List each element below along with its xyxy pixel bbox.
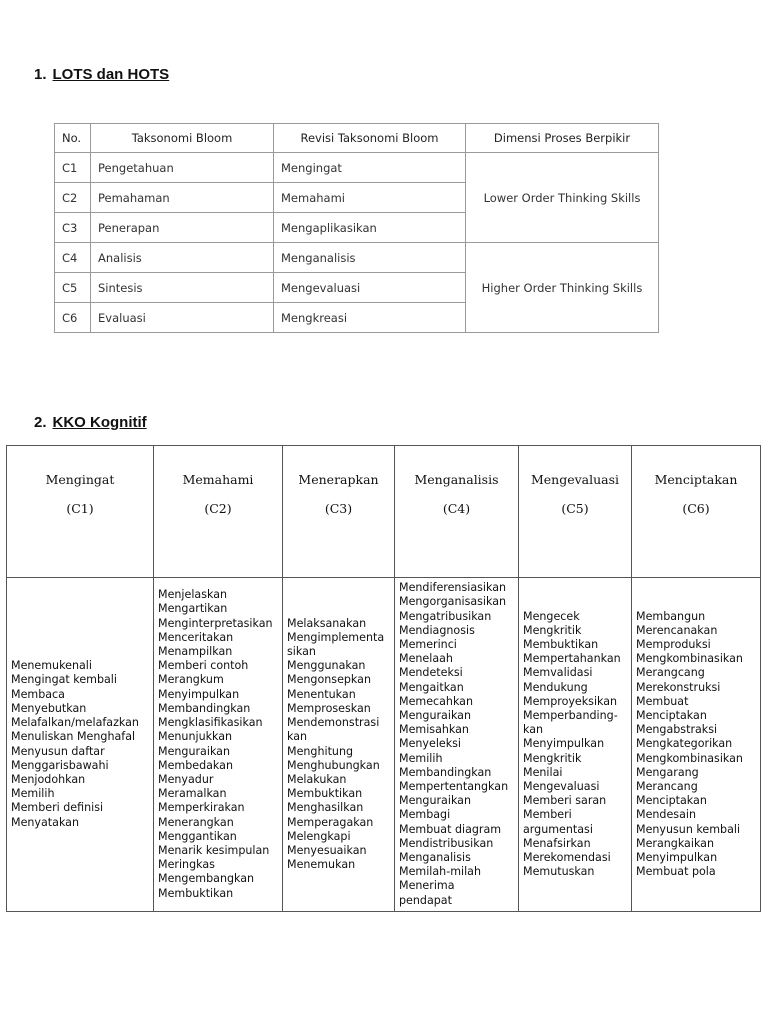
list-item: Menjodohkan <box>11 772 86 786</box>
list-item: Menghasilkan <box>287 801 364 815</box>
list-item: Menunjukkan <box>158 730 233 744</box>
list-item: Menguraikan <box>399 708 472 722</box>
list-item: Menarik kesimpulan <box>158 843 270 857</box>
list-item: Menerima <box>399 879 455 893</box>
section-number: 1. <box>34 66 47 83</box>
list-item: Merangcang <box>636 666 705 680</box>
list-item: Membuktikan <box>523 637 599 651</box>
list-item: Meringkas <box>158 858 215 872</box>
list-item: Menghitung <box>287 744 354 758</box>
table-header-row <box>7 446 761 578</box>
column-name: Menciptakan <box>654 472 738 487</box>
column-header-c6 <box>632 446 761 578</box>
list-item: Mengkritik <box>523 623 582 637</box>
column-code: (C1) <box>66 501 94 516</box>
cell-bloom: Sintesis <box>91 273 274 303</box>
list-item: pendapat <box>399 893 452 907</box>
list-item: Melakukan <box>287 772 347 786</box>
list-item: Mengarang <box>636 765 699 779</box>
list-item: Mendemonstrasi <box>287 716 380 730</box>
cell-bloom: Evaluasi <box>91 303 274 333</box>
column-name: Mengingat <box>45 472 115 487</box>
list-item: Menilai <box>523 765 563 779</box>
list-item: Meramalkan <box>158 787 227 801</box>
cell-no: C4 <box>55 243 91 273</box>
list-item: Melafalkan/melafazkan <box>11 716 139 730</box>
list-item: Memberi contoh <box>158 659 249 673</box>
list-item: kan <box>523 723 544 737</box>
list-item: Memutuskan <box>523 865 595 879</box>
list-item: Memvalidasi <box>523 666 593 680</box>
list-item: Memilih <box>399 751 443 765</box>
list-item: Menemukan <box>287 858 356 872</box>
list-item: Menemukenali <box>11 659 92 673</box>
verb-list-c6 <box>632 578 761 912</box>
list-item: Menciptakan <box>636 794 707 808</box>
list-item: Mengonsepkan <box>287 673 371 687</box>
list-item: Menginterpretasikan <box>158 616 273 630</box>
list-item: Mempertahankan <box>523 652 621 666</box>
list-item: Mengaitkan <box>399 680 464 694</box>
table-row <box>7 578 761 912</box>
cell-hots: Higher Order Thinking Skills <box>466 243 659 333</box>
list-item: Mendistribusikan <box>399 836 494 850</box>
column-code: (C5) <box>561 501 589 516</box>
list-item: Melengkapi <box>287 829 351 843</box>
list-item: Menggunakan <box>287 659 366 673</box>
list-item: Membuat diagram <box>399 822 502 836</box>
table-row <box>55 243 659 273</box>
list-item: Menentukan <box>287 687 356 701</box>
list-item: Mendukung <box>523 680 588 694</box>
list-item: Memberi definisi <box>11 801 104 815</box>
cell-revisi: Mengingat <box>274 153 466 183</box>
cell-no: C5 <box>55 273 91 303</box>
list-item: Menyadur <box>158 772 214 786</box>
verb-list-c5 <box>519 578 632 912</box>
list-item: Melaksanakan <box>287 616 367 630</box>
verb-list-c3 <box>283 578 395 912</box>
list-item: Membaca <box>11 687 65 701</box>
column-header-c3 <box>283 446 395 578</box>
list-item: Menyusun kembali <box>636 822 741 836</box>
list-item: Mengkategorikan <box>636 737 733 751</box>
list-item: Memperkirakan <box>158 801 245 815</box>
cell-revisi: Menganalisis <box>274 243 466 273</box>
section-title: KKO Kognitif <box>52 414 147 431</box>
list-item: Merekomendasi <box>523 851 611 865</box>
list-item: Memproduksi <box>636 637 711 651</box>
column-header-c4 <box>395 446 519 578</box>
list-item: Memperagakan <box>287 815 374 829</box>
list-item: Memproseskan <box>287 701 371 715</box>
list-item: Menguraikan <box>158 744 231 758</box>
column-header-c5 <box>519 446 632 578</box>
section-heading-kko-kognitif <box>34 414 147 431</box>
header-taksonomi-bloom: Taksonomi Bloom <box>91 124 274 153</box>
verb-list-c4 <box>395 578 519 912</box>
list-item: Memisahkan <box>399 723 469 737</box>
cell-no: C3 <box>55 213 91 243</box>
list-item: Mengklasifikasikan <box>158 716 263 730</box>
list-item: Menghubungkan <box>287 758 380 772</box>
section-number: 2. <box>34 414 47 431</box>
list-item: Mengorganisasikan <box>399 595 507 609</box>
list-item: Mengkritik <box>523 751 582 765</box>
list-item: Merangkum <box>158 673 224 687</box>
list-item: Membagi <box>399 808 451 822</box>
table-header-row <box>55 124 659 153</box>
list-item: Mengevaluasi <box>523 780 600 793</box>
column-name: Menerapkan <box>298 472 379 487</box>
list-item: Menerangkan <box>158 815 234 829</box>
cell-revisi: Mengkreasi <box>274 303 466 333</box>
header-revisi-taksonomi: Revisi Taksonomi Bloom <box>274 124 466 153</box>
verb-list-c2 <box>154 578 283 912</box>
column-name: Menganalisis <box>414 472 499 487</box>
list-item: Menampilkan <box>158 645 233 659</box>
list-item: Menyatakan <box>11 815 79 829</box>
list-item: Membuat pola <box>636 865 716 879</box>
list-item: argumentasi <box>523 822 593 836</box>
list-item: Menyeleksi <box>399 737 462 751</box>
list-item: Memerinci <box>399 637 457 651</box>
list-item: Menyebutkan <box>11 701 87 715</box>
list-item: Memproyeksikan <box>523 694 618 708</box>
list-item: Menggantikan <box>158 829 237 843</box>
list-item: Mendiagnosis <box>399 623 475 637</box>
cell-bloom: Pengetahuan <box>91 153 274 183</box>
column-name: Mengevaluasi <box>530 472 620 487</box>
cell-no: C6 <box>55 303 91 333</box>
list-item: Memberi <box>523 808 572 822</box>
cell-bloom: Penerapan <box>91 213 274 243</box>
list-item: Mendiferensiasikan <box>399 581 507 595</box>
list-item: Mengecek <box>523 609 580 623</box>
verb-list-c1 <box>7 578 154 912</box>
column-code: (C6) <box>682 501 710 516</box>
column-code: (C4) <box>442 501 471 516</box>
cell-bloom: Analisis <box>91 243 274 273</box>
section-title: LOTS dan HOTS <box>52 66 170 83</box>
cell-revisi: Mengaplikasikan <box>274 213 466 243</box>
list-item: Memecahkan <box>399 694 474 708</box>
list-item: Menyimpulkan <box>158 687 240 701</box>
lots-hots-table <box>54 123 659 333</box>
column-code: (C2) <box>204 501 232 516</box>
list-item: Menciptakan <box>636 708 707 722</box>
list-item: Menelaah <box>399 652 453 666</box>
list-item: Menyesuaikan <box>287 843 367 857</box>
table-row <box>55 153 659 183</box>
list-item: Mengingat kembali <box>11 673 117 687</box>
list-item: Memilih <box>11 787 55 801</box>
list-item: kan <box>287 730 308 744</box>
section-heading-lots-hots <box>34 66 169 83</box>
header-no: No. <box>55 124 91 153</box>
list-item: Menguraikan <box>399 794 472 808</box>
list-item: Merencanakan <box>636 623 718 637</box>
list-item: Membedakan <box>158 758 233 772</box>
list-item: Membuat <box>636 694 689 708</box>
list-item: Mengabstraksi <box>636 723 718 737</box>
list-item: Mendesain <box>636 808 696 822</box>
list-item: Membandingkan <box>399 765 492 779</box>
list-item: Menafsirkan <box>523 836 591 850</box>
column-header-c1 <box>7 446 154 578</box>
column-name: Memahami <box>182 472 254 487</box>
cell-revisi: Memahami <box>274 183 466 213</box>
list-item: Merangkaikan <box>636 836 714 850</box>
list-item: Memperbanding- <box>523 708 618 722</box>
list-item: Mempertentangkan <box>399 780 509 793</box>
list-item: Merancang <box>636 780 698 793</box>
list-item: Mengatribusikan <box>399 609 492 623</box>
list-item: Mendeteksi <box>399 666 463 680</box>
column-code: (C3) <box>324 501 353 516</box>
list-item: Mengartikan <box>158 602 228 616</box>
list-item: Mengkombinasikan <box>636 751 743 765</box>
list-item: Membangun <box>636 609 706 623</box>
column-header-c2 <box>154 446 283 578</box>
list-item: Membandingkan <box>158 701 251 715</box>
header-dimensi-proses: Dimensi Proses Berpikir <box>466 124 659 153</box>
list-item: Membuktikan <box>287 787 363 801</box>
list-item: Menceritakan <box>158 630 234 644</box>
list-item: Menuliskan Menghafal <box>11 730 136 744</box>
list-item: Memilah-milah <box>399 865 482 879</box>
list-item: Membuktikan <box>158 886 234 900</box>
cell-lots: Lower Order Thinking Skills <box>466 153 659 243</box>
list-item: Menjelaskan <box>158 588 228 602</box>
list-item: Memberi saran <box>523 794 607 808</box>
list-item: Mengkombinasikan <box>636 652 743 666</box>
cell-no: C1 <box>55 153 91 183</box>
list-item: Menganalisis <box>399 851 471 865</box>
list-item: Menyimpulkan <box>636 851 718 865</box>
list-item: sikan <box>287 645 316 659</box>
list-item: Menggarisbawahi <box>11 758 109 772</box>
cell-revisi: Mengevaluasi <box>274 273 466 303</box>
list-item: Merekonstruksi <box>636 680 721 694</box>
list-item: Mengembangkan <box>158 872 255 886</box>
list-item: Mengimplementa <box>287 630 385 644</box>
kko-kognitif-table <box>6 445 761 912</box>
list-item: Menyimpulkan <box>523 737 605 751</box>
list-item: Menyusun daftar <box>11 744 105 758</box>
cell-bloom: Pemahaman <box>91 183 274 213</box>
cell-no: C2 <box>55 183 91 213</box>
